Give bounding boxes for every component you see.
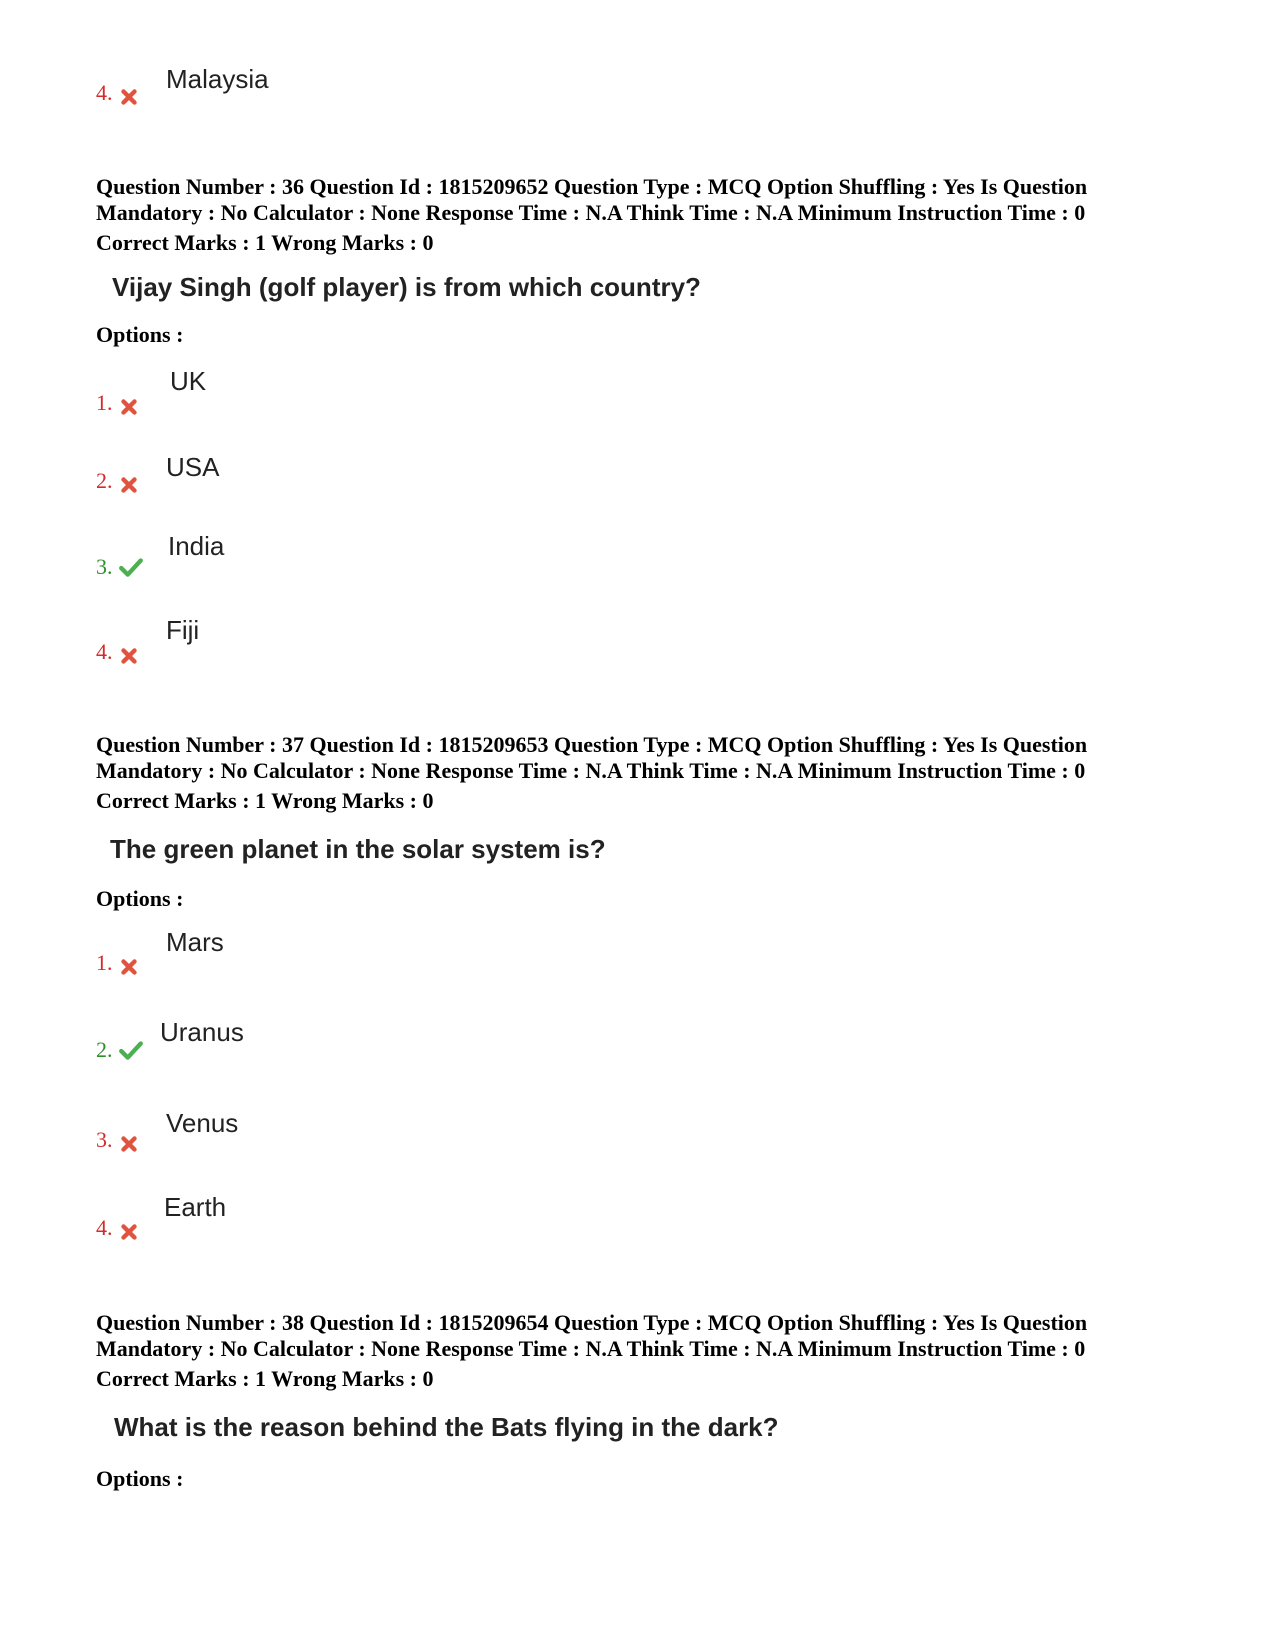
- cross-icon: [118, 474, 140, 496]
- options-label: Options :: [96, 1466, 184, 1491]
- cross-icon: [118, 1133, 140, 1155]
- option-number: 3.: [96, 1127, 113, 1152]
- option-text: UK: [170, 366, 207, 396]
- option-text: Earth: [164, 1192, 227, 1222]
- options-label: Options :: [96, 886, 184, 911]
- cross-icon: [118, 956, 140, 978]
- check-icon: [118, 1039, 144, 1061]
- option-text: Mars: [166, 927, 224, 957]
- cross-icon: [118, 396, 140, 418]
- cross-icon: [118, 645, 140, 667]
- option-number: 4.: [96, 1215, 113, 1240]
- option-text: USA: [166, 452, 220, 482]
- question-marks: Correct Marks : 1 Wrong Marks : 0: [96, 788, 434, 813]
- question-text: What is the reason behind the Bats flying in the dark?: [114, 1412, 779, 1442]
- option-number: 2.: [96, 468, 113, 493]
- option-number: 3.: [96, 554, 113, 579]
- option-number: 4.: [96, 639, 113, 664]
- question-text: Vijay Singh (golf player) is from which country?: [112, 272, 701, 302]
- option-text: Uranus: [160, 1017, 244, 1047]
- question-text: The green planet in the solar system is?: [110, 834, 606, 864]
- question-marks: Correct Marks : 1 Wrong Marks : 0: [96, 230, 434, 255]
- option-number: 1.: [96, 390, 113, 415]
- cross-icon: [118, 86, 140, 108]
- check-icon: [118, 556, 144, 578]
- option-text: Fiji: [166, 615, 200, 645]
- question-marks: Correct Marks : 1 Wrong Marks : 0: [96, 1366, 434, 1391]
- option-number: 2.: [96, 1037, 113, 1062]
- question-meta: Question Number : 37 Question Id : 1815209653 Question Type : MCQ Option Shuffling : Yes Is Question Mandatory : No Calculator : None Response Time : N.A Think Time : N.A Minimum Instruction Time : 0: [96, 732, 1088, 783]
- question-meta: Question Number : 38 Question Id : 1815209654 Question Type : MCQ Option Shuffling : Yes Is Question Mandatory : No Calculator : None Response Time : N.A Think Time : N.A Minimum Instruction Time : 0: [96, 1310, 1088, 1361]
- cross-icon: [118, 1221, 140, 1243]
- option-text: Venus: [166, 1108, 239, 1138]
- question-meta: Question Number : 36 Question Id : 1815209652 Question Type : MCQ Option Shuffling : Yes Is Question Mandatory : No Calculator : None Response Time : N.A Think Time : N.A Minimum Instruction Time : 0: [96, 174, 1088, 225]
- option-number: 1.: [96, 950, 113, 975]
- option-number: 4.: [96, 80, 113, 105]
- option-text: Malaysia: [166, 64, 269, 94]
- options-label: Options :: [96, 322, 184, 347]
- option-text: India: [168, 531, 225, 561]
